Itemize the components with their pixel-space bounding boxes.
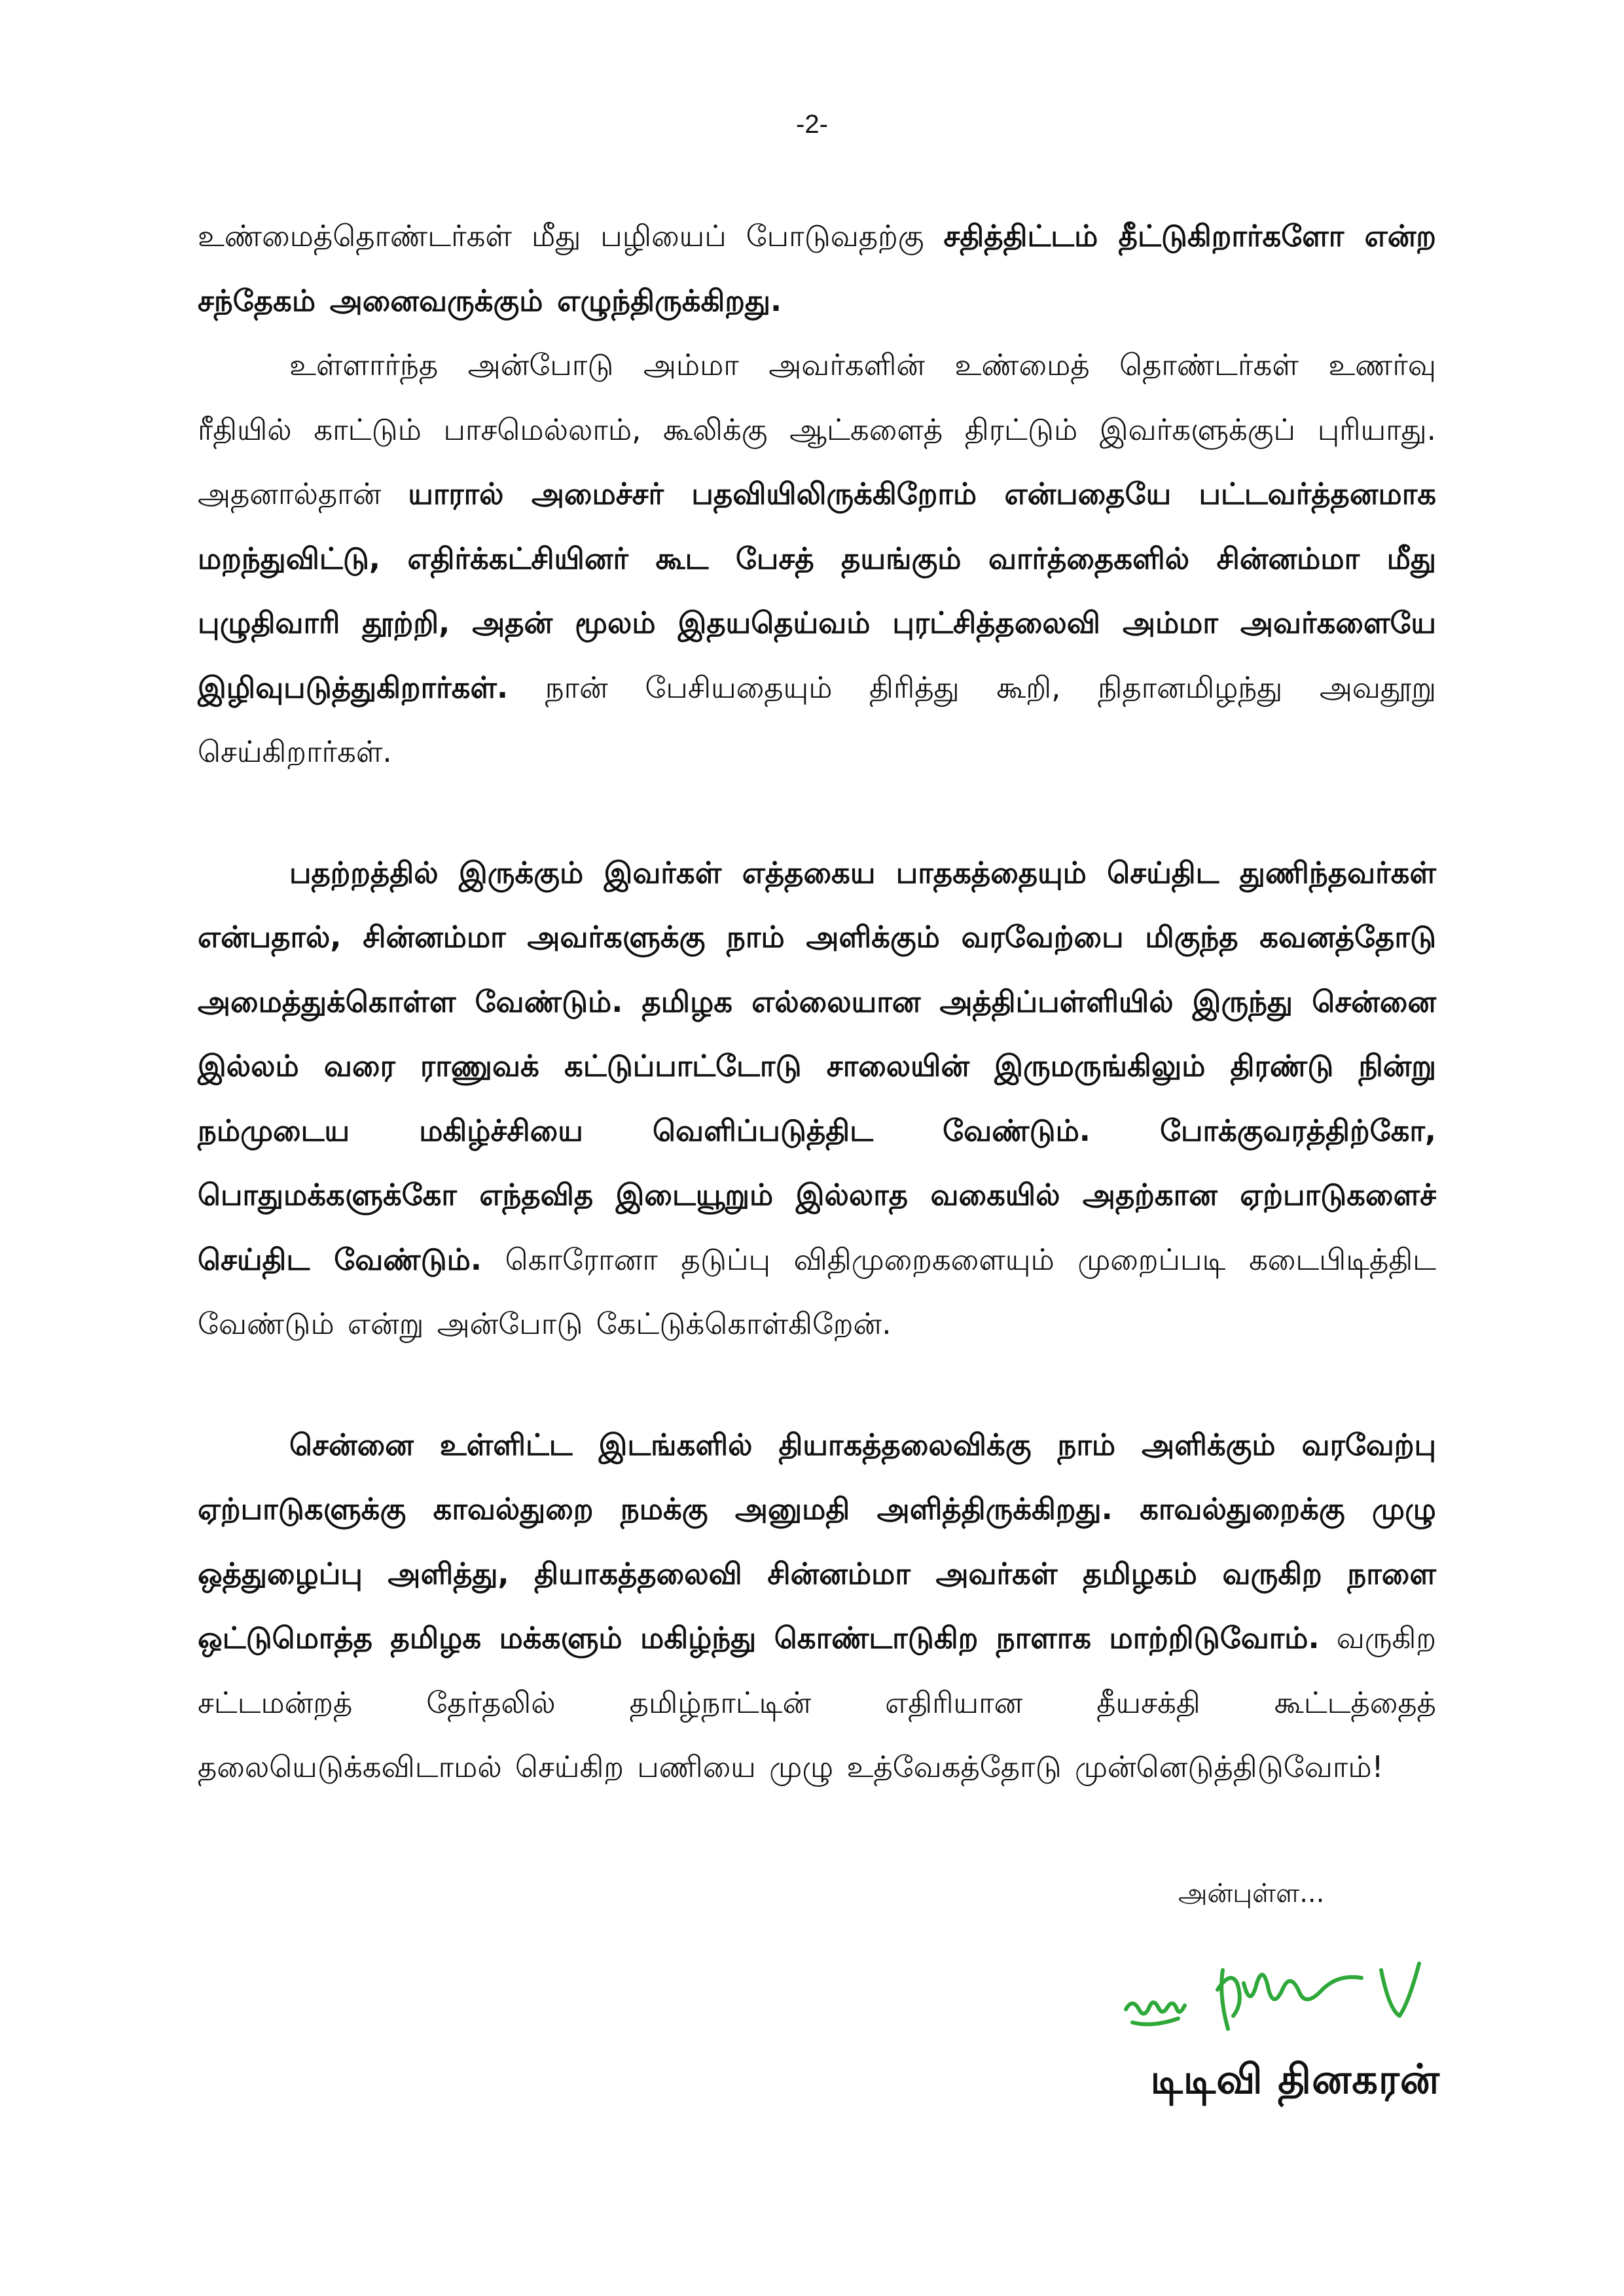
paragraph-4 bbox=[198, 1413, 1436, 1800]
paragraph-2-bold: யாரால் அமைச்சர் பதவியிலிருக்கிறோம் என்பதையே பட்டவர்த்தனமாக மறந்துவிட்டு, எதிர்க்கட்சியினர் கூட பேசத் தயங்கும் வார்த்தைகளில் சின்னம்மா மீது புழுதிவாரி தூற்றி, அதன் மூலம் இதயதெய்வம் புரட்சித்தலைவி அம்மா அவர்களையே இழிவுபடுத்துகிறார்கள். bbox=[198, 476, 1436, 705]
signatory-name: டிடிவி தினகரன் bbox=[1150, 2055, 1440, 2103]
paragraph-2-text-a: உள்ளார்ந்த அன்போடு அம்மா அவர்களின் உண்மைத் தொண்டர்கள் உணர்வு ரீதியில் காட்டும் பாசமெல்லாம், கூலிக்கு ஆட்களைத் திரட்டும் இவர்களுக்குப் புரியாது. அதனால்தான் bbox=[198, 348, 1436, 511]
paragraph-1-bold: சதித்திட்டம் தீட்டுகிறார்களோ என்ற சந்தேகம் அனைவருக்கும் எழுந்திருக்கிறது. bbox=[198, 219, 1436, 318]
paragraph-3 bbox=[198, 841, 1436, 1357]
paragraph-2 bbox=[198, 333, 1436, 785]
paragraph-3-bold: பதற்றத்தில் இருக்கும் இவர்கள் எத்தகைய பாதகத்தையும் செய்திட துணிந்தவர்கள் என்பதால், சின்னம்மா அவர்களுக்கு நாம் அளிக்கும் வரவேற்பை மிகுந்த கவனத்தோடு அமைத்துக்கொள்ள வேண்டும். தமிழக எல்லையான அத்திப்பள்ளியில் இருந்து சென்னை இல்லம் வரை ராணுவக் கட்டுப்பாட்டோடு சாலையின் இருமருங்கிலும் திரண்டு நின்று நம்முடைய மகிழ்ச்சியை வெளிப்படுத்திட வேண்டும். போக்குவரத்திற்கோ, பொதுமக்களுக்கோ எந்தவித இடையூறும் இல்லாத வகையில் அதற்கான ஏற்பாடுகளைச் செய்திட வேண்டும். bbox=[198, 855, 1436, 1277]
page-number: -2- bbox=[796, 110, 828, 139]
paragraph-4-bold: சென்னை உள்ளிட்ட இடங்களில் தியாகத்தலைவிக்கு நாம் அளிக்கும் வரவேற்பு ஏற்பாடுகளுக்கு காவல்துறை நமக்கு அனுமதி அளித்திருக்கிறது. காவல்துறைக்கு முழு ஒத்துழைப்பு அளித்து, தியாகத்தலைவி சின்னம்மா அவர்கள் தமிழகம் வருகிற நாளை ஒட்டுமொத்த தமிழக மக்களும் மகிழ்ந்து கொண்டாடுகிற நாளாக மாற்றிடுவோம். bbox=[198, 1427, 1436, 1655]
paragraph-2-text-b: நான் பேசியதையும் திரித்து கூறி, நிதானமிழந்து அவதூறு செய்கிறார்கள். bbox=[198, 670, 1436, 769]
paragraph-1 bbox=[198, 204, 1436, 333]
paragraph-1-text: உண்மைத்தொண்டர்கள் மீது பழியைப் போடுவதற்கு bbox=[198, 219, 944, 253]
paragraph-4-text: வருகிற சட்டமன்றத் தேர்தலில் தமிழ்நாட்டின் எதிரியான தீயசக்தி கூட்டத்தைத் தலையெடுக்கவிடாமல் செய்கிற பணியை முழு உத்வேகத்தோடு முன்னெடுத்திடுவோம்! bbox=[198, 1621, 1437, 1784]
paragraph-3-text: கொரோனா தடுப்பு விதிமுறைகளையும் முறைப்படி கடைபிடித்திட வேண்டும் என்று அன்போடு கேட்டுக்கொள்கிறேன். bbox=[198, 1242, 1437, 1341]
letter-body bbox=[198, 204, 1436, 1800]
closing-salutation: அன்புள்ள... bbox=[1178, 1878, 1325, 1909]
handwritten-signature bbox=[1106, 1944, 1447, 2049]
